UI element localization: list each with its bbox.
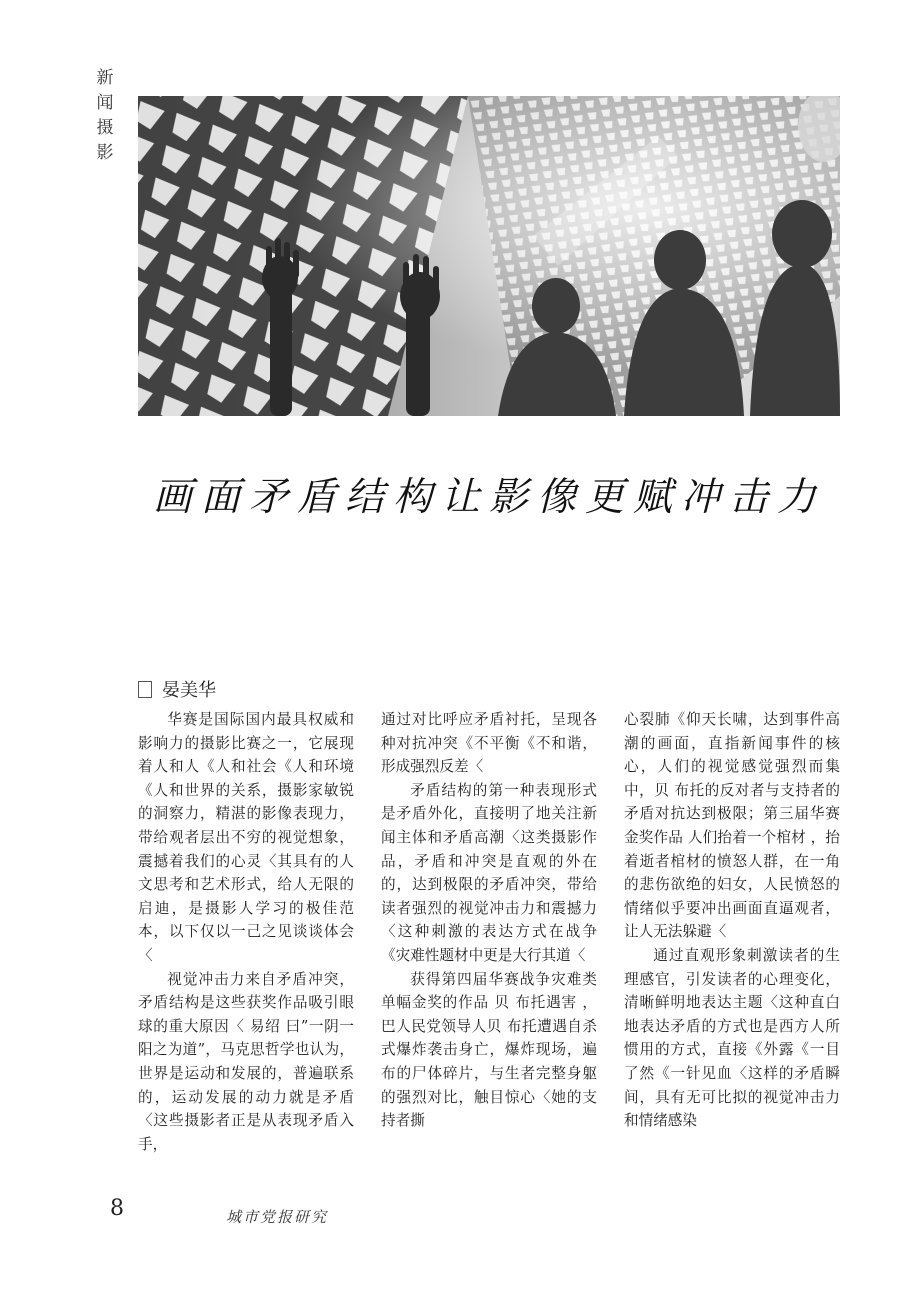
section-label-char: 新 xyxy=(96,68,114,88)
cover-photo-art xyxy=(138,96,840,416)
paragraph: 通过对比呼应矛盾衬托，呈现各种对抗冲突《不平衡《不和谐，形成强烈反差〈 xyxy=(381,711,597,776)
paragraph: 矛盾结构的第一种表现形式是矛盾外化，直接明了地关注新闻主体和矛盾高潮〈这类摄影作品，矛盾和冲突是直观的外在的，达到极限的矛盾冲突，带给读者强烈的视觉冲击力和震撼力〈这种刺激的表达方式在战争《灾难性题材中更是大行其道〈 xyxy=(381,781,597,964)
paragraph: 获得第四届华赛战争灾难类单幅金奖的作品 贝 布托遇害 ，巴人民党领导人贝 布托遭遇自杀式爆炸袭击身亡，爆炸现场，遍布的尸体碎片，与生者完整身躯的强烈对比，触目惊心〈她的支持者撕 xyxy=(381,970,597,1130)
paragraph: 心裂肺《仰天长啸，达到事件高潮的画面，直指新闻事件的核心，人们的视觉感觉强烈而集中，贝 布托的反对者与支持者的矛盾对抗达到极限；第三届华赛金奖作品 人们抬着一个棺材 ，抬着逝者棺材的愤怒人群，在一角的悲伤欲绝的妇女，人民愤怒的情绪似乎要冲出画面直逼观者，让人无法躲避〈 xyxy=(624,711,840,941)
cover-photo xyxy=(138,96,840,416)
section-label-char: 影 xyxy=(96,143,114,163)
page-number: 8 xyxy=(110,1196,124,1221)
paragraph: 华赛是国际国内最具权威和影响力的摄影比赛之一，它展现着人和人《人和社会《人和环境《人和世界的关系，摄影家敏锐的洞察力，精湛的影像表现力，带给观者层出不穷的视觉想象，震撼着我们的心灵〈其具有的人文思考和艺术形式，给人无限的启迪，是摄影人学习的极佳范本，以下仅以一己之见谈谈体会〈 xyxy=(138,711,354,964)
text-column-3 xyxy=(624,708,840,1133)
text-column-2 xyxy=(381,708,597,1133)
paragraph: 视觉冲击力来自矛盾冲突，矛盾结构是这些获奖作品吸引眼球的重大原因〈 易绍 曰”一阴一阳之为道”，马克思哲学也认为，世界是运动和发展的，普遍联系的，运动发展的动力就是矛盾〈这些摄影者正是从表现矛盾入手， xyxy=(138,970,354,1153)
byline-marker-icon xyxy=(138,681,152,698)
text-column-1 xyxy=(138,708,354,1156)
paragraph: 通过直观形象刺激读者的生理感官，引发读者的心理变化，清晰鲜明地表达主题〈这种直白地表达矛盾的方式也是西方人所惯用的方式，直接《外露《一目了然《一针见血〈这样的矛盾瞬间，具有无可比拟的视觉冲击力和情绪感染 xyxy=(624,946,840,1130)
section-label-char: 摄 xyxy=(96,118,114,138)
section-label xyxy=(94,66,116,166)
article-title: 画面矛盾结构让影像更赋冲击力 xyxy=(152,475,825,520)
journal-name: 城市党报研究 xyxy=(226,1208,329,1226)
author-name: 晏美华 xyxy=(162,680,216,701)
byline xyxy=(138,676,216,702)
section-label-char: 闻 xyxy=(96,93,114,113)
